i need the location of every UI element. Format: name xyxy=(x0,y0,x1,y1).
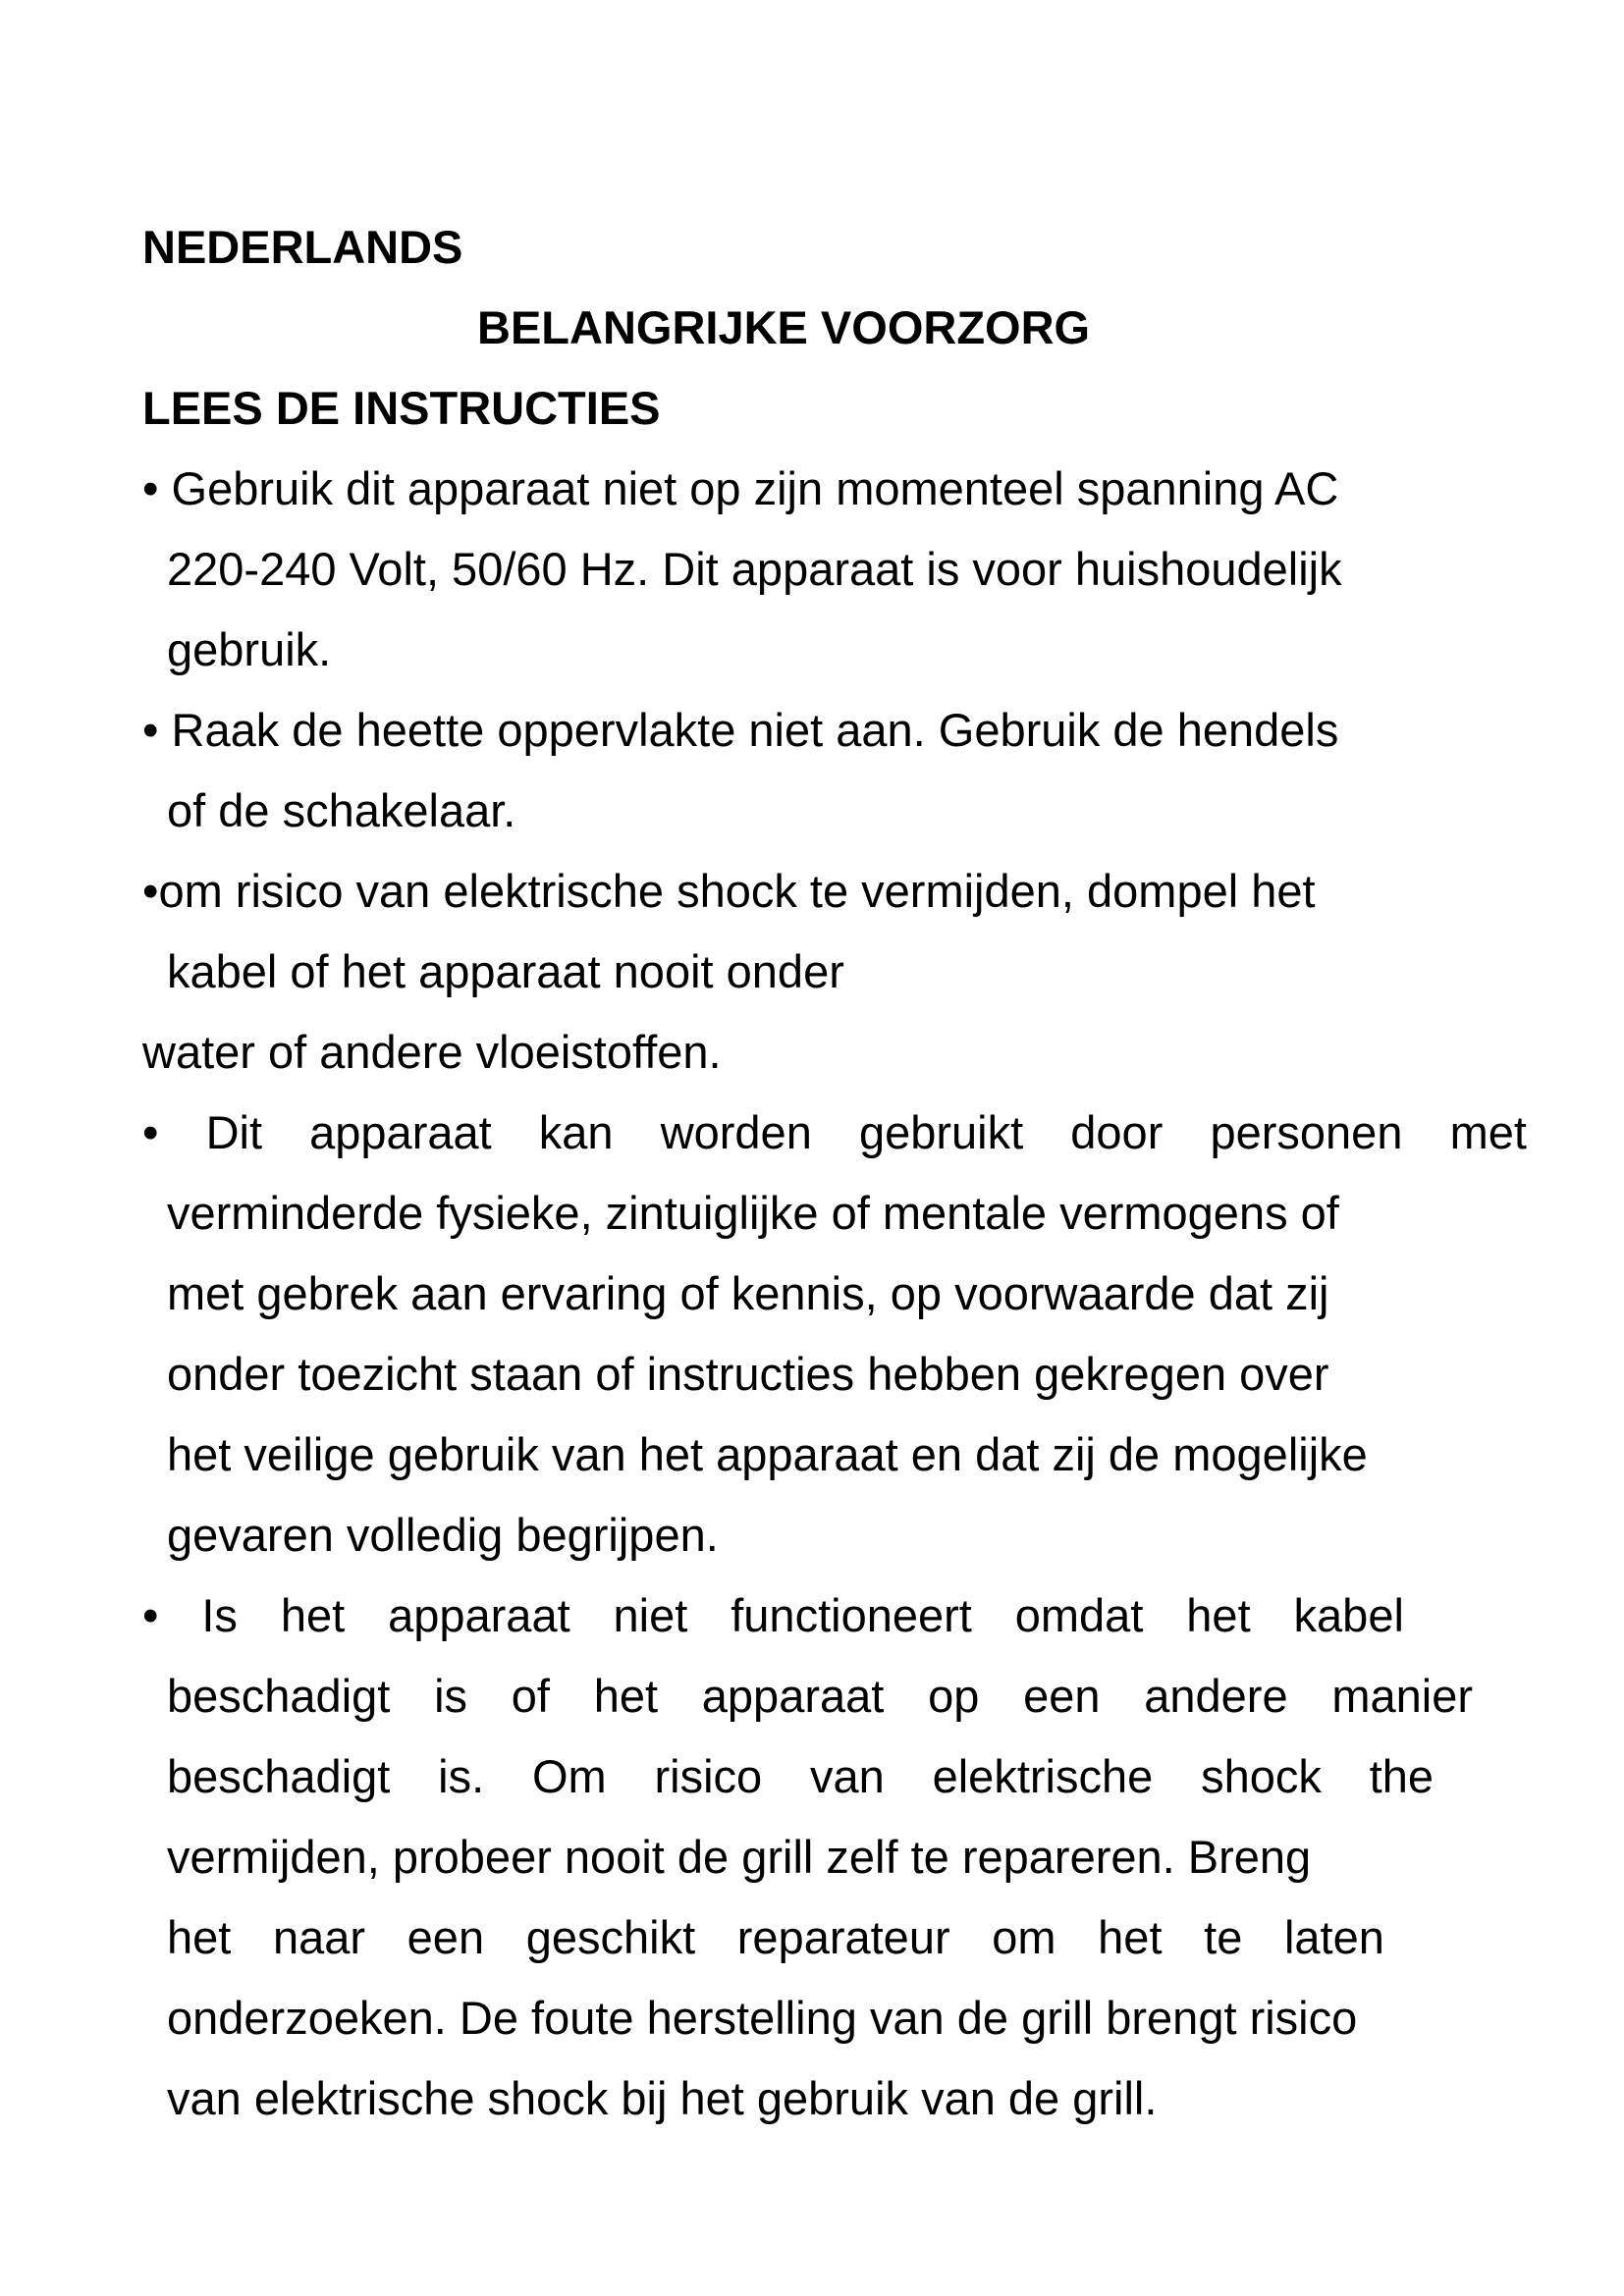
bullet-4-line-5: het veilige gebruik van het apparaat en dat zij de mogelijke xyxy=(167,1428,1368,1480)
section-subtitle: LEES DE INSTRUCTIES xyxy=(142,382,661,434)
bullet-5-word: om xyxy=(992,1911,1056,1963)
bullet-4-line-6: gevaren volledig begrijpen. xyxy=(167,1509,719,1561)
bullet-5-word: het xyxy=(1098,1911,1163,1963)
bullet-5-word: Om xyxy=(531,1750,607,1802)
bullet-5-word: apparaat xyxy=(701,1670,885,1722)
bullet-5-word: laten xyxy=(1283,1911,1384,1963)
bullet-2-line-2: of de schakelaar. xyxy=(167,784,516,836)
bullet-5-line-3 xyxy=(167,1750,1434,1802)
bullet-5-line-2 xyxy=(167,1670,1473,1722)
bullet-4-word: Dit xyxy=(205,1106,263,1158)
bullet-4-word: met xyxy=(1449,1106,1527,1158)
bullet-5-line-6: onderzoeken. De foute herstelling van de grill brengt risico xyxy=(167,1992,1358,2044)
bullet-5-word: functioneert xyxy=(731,1589,972,1641)
bullet-3-line-3: water of andere vloeistoffen. xyxy=(142,1026,722,1078)
bullet-5-word: the xyxy=(1369,1750,1434,1802)
bullet-5-word: het xyxy=(1186,1589,1251,1641)
bullet-5-word: niet xyxy=(613,1589,688,1641)
bullet-1-line-3: gebruik. xyxy=(167,623,332,675)
bullet-5-word: beschadigt xyxy=(167,1750,391,1802)
bullet-5-word: risico xyxy=(654,1750,763,1802)
bullet-5-word: is. xyxy=(438,1750,485,1802)
bullet-5-word: een xyxy=(1023,1670,1101,1722)
bullet-4-word: kan xyxy=(538,1106,614,1158)
bullet-2-line-1: • Raak de heette oppervlakte niet aan. Gebruik de hendels xyxy=(142,704,1339,756)
bullet-5-word: op xyxy=(928,1670,980,1722)
bullet-5-word: geschikt xyxy=(525,1911,696,1963)
bullet-5-word: apparaat xyxy=(388,1589,570,1641)
bullet-5-line-1 xyxy=(142,1589,1404,1641)
bullet-3-line-2: kabel of het apparaat nooit onder xyxy=(167,945,844,997)
bullet-1-line-2: 220-240 Volt, 50/60 Hz. Dit apparaat is voor huishoudelijk xyxy=(167,543,1342,595)
bullet-4-line-2: verminderde fysieke, zintuiglijke of mentale vermogens of xyxy=(167,1187,1339,1239)
bullet-4-word: • xyxy=(142,1106,159,1158)
bullet-5-word: te xyxy=(1204,1911,1243,1963)
bullet-5-word: het xyxy=(593,1670,659,1722)
bullet-4-word: apparaat xyxy=(309,1106,492,1158)
bullet-5-word: elektrische xyxy=(932,1750,1154,1802)
bullet-4-line-3: met gebrek aan ervaring of kennis, op voorwaarde dat zij xyxy=(167,1267,1329,1319)
bullet-5-word: een xyxy=(406,1911,485,1963)
bullet-5-word: het xyxy=(280,1589,346,1641)
bullet-5-word: shock xyxy=(1201,1750,1322,1802)
bullet-5-word: andere xyxy=(1144,1670,1288,1722)
bullet-4-line-1 xyxy=(142,1106,1527,1158)
bullet-5-line-7: van elektrische shock bij het gebruik van de grill. xyxy=(167,2072,1158,2124)
bullet-5-word: Is xyxy=(201,1589,238,1641)
bullet-5-word: is xyxy=(434,1670,468,1722)
bullet-5-line-4: vermijden, probeer nooit de grill zelf te repareren. Breng xyxy=(167,1831,1312,1883)
page-title: BELANGRIJKE VOORZORG xyxy=(477,301,1091,353)
bullet-5-line-5 xyxy=(167,1911,1384,1963)
bullet-4-word: gebruikt xyxy=(858,1106,1024,1158)
bullet-4-word: worden xyxy=(660,1106,812,1158)
bullet-5-word: kabel xyxy=(1293,1589,1404,1641)
bullet-3-line-1: •om risico van elektrische shock te vermijden, dompel het xyxy=(142,865,1316,917)
bullet-5-word: reparateur xyxy=(736,1911,950,1963)
bullet-5-word: • xyxy=(142,1589,159,1641)
bullet-5-word: het xyxy=(167,1911,232,1963)
bullet-5-word: of xyxy=(511,1670,550,1722)
bullet-4-word: personen xyxy=(1210,1106,1403,1158)
bullet-5-word: naar xyxy=(272,1911,366,1963)
bullet-4-line-4: onder toezicht staan of instructies hebben gekregen over xyxy=(167,1348,1329,1400)
bullet-4-word: door xyxy=(1070,1106,1164,1158)
bullet-5-word: van xyxy=(810,1750,885,1802)
bullet-5-word: manier xyxy=(1331,1670,1473,1722)
bullet-5-word: beschadigt xyxy=(167,1670,391,1722)
language-heading: NEDERLANDS xyxy=(142,221,463,273)
bullet-5-word: omdat xyxy=(1014,1589,1144,1641)
bullet-1-line-1: • Gebruik dit apparaat niet op zijn momenteel spanning AC xyxy=(142,462,1339,514)
